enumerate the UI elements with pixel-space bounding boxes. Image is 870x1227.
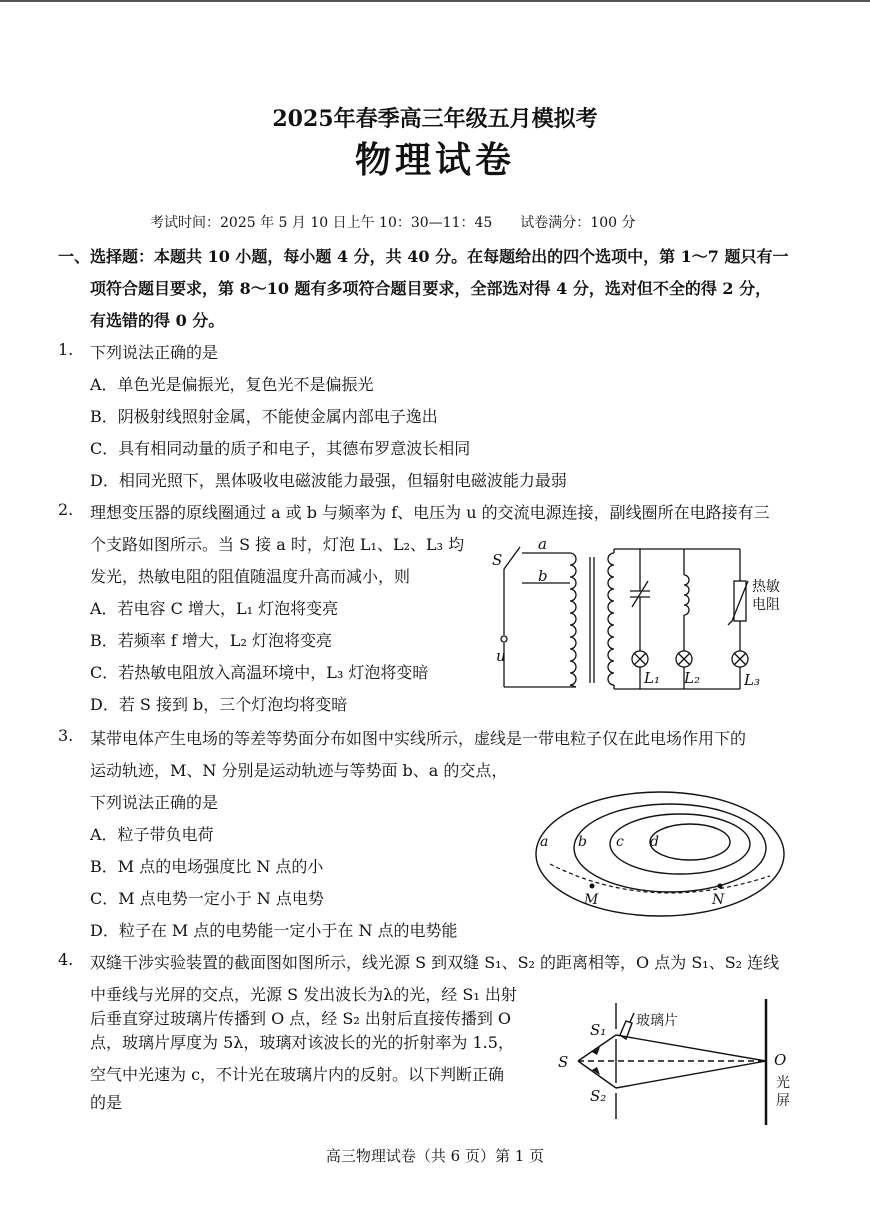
q2-stem-line-3: 发光，热敏电阻的阻值随温度升高而减小，则 <box>90 567 411 586</box>
point-n-label: N <box>712 892 725 908</box>
q2-option-c: C．若热敏电阻放入高温环境中，L₃ 灯泡将变暗 <box>90 663 429 682</box>
slit-s2-label: S₂ <box>590 1087 607 1105</box>
thermistor-label-1: 热敏 <box>752 579 780 595</box>
q4-stem-line-6: 的是 <box>90 1093 123 1112</box>
q1-option-d: D．相同光照下，黑体吸收电磁波能力最强，但辐射电磁波能力最弱 <box>90 471 567 490</box>
screen-label-1: 光 <box>776 1075 790 1091</box>
q2-stem-line-2: 个支路如图所示。当 S 接 a 时，灯泡 L₁、L₂、L₃ 均 <box>90 535 465 554</box>
q4-stem-line-5: 空气中光速为 c，不计光在玻璃片内的反射。以下判断正确 <box>90 1065 505 1084</box>
q2-option-a: A．若电容 C 增大，L₁ 灯泡将变亮 <box>90 599 339 618</box>
q1-option-a: A．单色光是偏振光，复色光不是偏振光 <box>90 375 374 394</box>
q4-number: 4. <box>58 950 74 969</box>
q2-option-d: D．若 S 接到 b，三个灯泡均将变暗 <box>90 695 348 714</box>
source-u-label: u <box>496 647 506 665</box>
section-1-line-1: 一、选择题：本题共 10 小题，每小题 4 分，共 40 分。在每题给出的四个选项中，第 1～7 题只有一 <box>58 247 789 266</box>
point-o-label: O <box>774 1051 787 1069</box>
equipotential-d-label: d <box>650 834 659 850</box>
q2-number: 2. <box>58 500 74 519</box>
q3-option-c: C．M 点电势一定小于 N 点电势 <box>90 889 324 908</box>
lamp-l2-label: L₂ <box>684 669 700 687</box>
equipotential-diagram <box>530 790 790 920</box>
q3-stem-line-3: 下列说法正确的是 <box>90 793 219 812</box>
glass-plate-label: 玻璃片 <box>636 1013 678 1029</box>
q2-stem-line-1: 理想变压器的原线圈通过 a 或 b 与频率为 f、电压为 u 的交流电源连接，副线圈所在电路接有三 <box>90 503 770 522</box>
equipotential-c-label: c <box>616 834 624 850</box>
q3-option-d: D．粒子在 M 点的电势能一定小于在 N 点的电势能 <box>90 921 458 940</box>
q3-stem-line-2: 运动轨迹，M、N 分别是运动轨迹与等势面 b、a 的交点， <box>90 761 508 780</box>
q3-option-b: B．M 点的电场强度比 N 点的小 <box>90 857 324 876</box>
screen-label-2: 屏 <box>776 1093 790 1109</box>
q4-stem-line-2: 中垂线与光屏的交点，光源 S 发出波长为λ的光，经 S₁ 出射 <box>90 985 517 1004</box>
double-slit-diagram <box>550 995 800 1130</box>
q4-stem-line-1: 双缝干涉实验装置的截面图如图所示，线光源 S 到双缝 S₁、S₂ 的距离相等，O 点为 S₁、S₂ 连线 <box>90 953 780 972</box>
section-1-line-2: 项符合题目要求，第 8～10 题有多项符合题目要求，全部选对得 4 分，选对但不全的得 2 分， <box>90 279 772 298</box>
thermistor-label-2: 电阻 <box>752 597 780 613</box>
exam-meta: 考试时间：2025 年 5 月 10 日上午 10：30—11：45 试卷满分：100 分 <box>150 215 636 231</box>
q3-number: 3. <box>58 726 74 745</box>
q3-stem-line-1: 某带电体产生电场的等差等势面分布如图中实线所示，虚线是一带电粒子仅在此电场作用下的 <box>90 729 747 748</box>
q1-option-b: B．阴极射线照射金属，不能使金属内部电子逸出 <box>90 407 438 426</box>
subject-title: 物理试卷 <box>354 139 515 181</box>
q2-option-b: B．若频率 f 增大，L₂ 灯泡将变亮 <box>90 631 332 650</box>
slit-s1-label: S₁ <box>590 1021 607 1039</box>
terminal-b-label: b <box>538 567 548 585</box>
q4-stem-line-3: 后垂直穿过玻璃片传播到 O 点，经 S₂ 出射后直接传播到 O <box>90 1009 512 1028</box>
q1-option-c: C．具有相同动量的质子和电子，其德布罗意波长相同 <box>90 439 471 458</box>
equipotential-a-label: a <box>540 834 549 850</box>
top-edge-line <box>0 0 870 2</box>
equipotential-b-label: b <box>578 834 587 850</box>
switch-label: S <box>492 551 503 569</box>
q3-option-a: A．粒子带负电荷 <box>90 825 214 844</box>
lamp-l1-label: L₁ <box>644 669 660 687</box>
source-s-label: S <box>558 1053 569 1071</box>
transformer-circuit-diagram <box>490 535 790 695</box>
page-footer: 高三物理试卷（共 6 页）第 1 页 <box>325 1147 545 1165</box>
terminal-a-label: a <box>538 535 547 553</box>
q1-stem: 下列说法正确的是 <box>90 343 219 362</box>
q1-number: 1. <box>58 340 74 359</box>
section-1-line-3: 有选错的得 0 分。 <box>90 311 225 330</box>
point-m-label: M <box>584 892 599 908</box>
q4-stem-line-4: 点，玻璃片厚度为 5λ，玻璃对该波长的光的折射率为 1.5， <box>90 1033 514 1052</box>
lamp-l3-label: L₃ <box>744 671 760 689</box>
exam-title: 2025年春季高三年级五月模拟考 <box>272 106 598 132</box>
